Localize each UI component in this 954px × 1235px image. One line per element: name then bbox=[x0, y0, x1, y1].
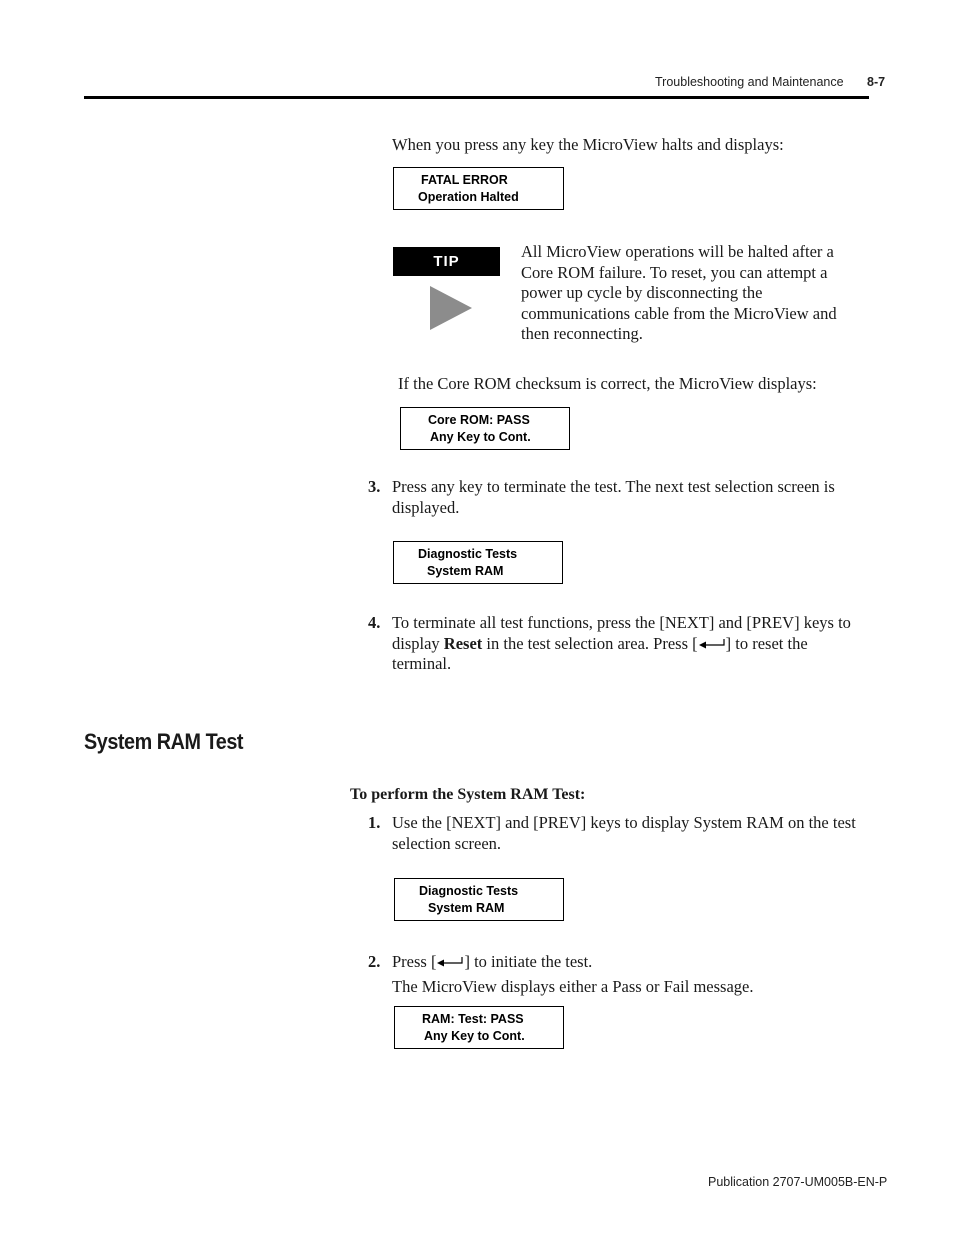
step-number: 4. bbox=[368, 613, 381, 632]
lcd-diagnostic-tests bbox=[393, 541, 563, 584]
header-section-title: Troubleshooting and Maintenance bbox=[655, 75, 844, 89]
step-2-text-b: ] to initiate the test. bbox=[464, 952, 593, 971]
lcd-line-1: RAM: Test: PASS bbox=[422, 1012, 524, 1026]
step-number: 3. bbox=[368, 477, 381, 496]
tip-arrow-icon bbox=[428, 286, 474, 330]
lcd-line-1: Diagnostic Tests bbox=[418, 547, 518, 561]
step-4-text-b: in the test selection area. Press [ bbox=[482, 633, 698, 653]
step-1-text: Use the [NEXT] and [PREV] keys to display System RAM on the test selection screen. bbox=[392, 813, 856, 853]
header-rule bbox=[84, 96, 869, 99]
procedure-subhead: To perform the System RAM Test: bbox=[350, 786, 586, 803]
lcd-line-2: System RAM bbox=[427, 564, 504, 578]
running-header bbox=[655, 75, 885, 89]
lcd-line-2: Any Key to Cont. bbox=[424, 1029, 525, 1043]
lcd-fatal-error bbox=[393, 167, 564, 210]
lcd-line-2: System RAM bbox=[428, 901, 505, 915]
tip-text: All MicroView operations will be halted after a Core ROM failure. To reset, you can attempt a power up cycle by disconnecting the communications cable from the MicroView and then reconnecting. bbox=[521, 242, 837, 343]
lcd-line-1: Core ROM: PASS bbox=[428, 413, 530, 427]
step-4-text bbox=[392, 613, 869, 675]
lcd-ram-test bbox=[394, 1006, 564, 1049]
step-number: 2. bbox=[368, 952, 381, 971]
step-2-text-a: Press [ bbox=[392, 952, 437, 971]
section-title: System RAM Test bbox=[84, 729, 244, 754]
lcd-line-1: FATAL ERROR bbox=[421, 173, 508, 187]
lcd-line-2: Operation Halted bbox=[418, 190, 519, 204]
enter-key-icon bbox=[698, 638, 726, 650]
page-number: 8-7 bbox=[867, 75, 886, 89]
lcd-line-2: Any Key to Cont. bbox=[430, 430, 531, 444]
publication-footer: Publication 2707-UM005B-EN-P bbox=[708, 1175, 888, 1189]
step-number: 1. bbox=[368, 813, 381, 832]
reset-keyword: Reset bbox=[443, 633, 483, 653]
step-4-text-a: To terminate all test functions, press the [NEXT] and [PREV] keys to display bbox=[392, 613, 851, 653]
step-2-result: The MicroView displays either a Pass or Fail message. bbox=[392, 977, 754, 996]
lcd-line-1: Diagnostic Tests bbox=[419, 884, 519, 898]
lcd-core-rom bbox=[400, 407, 570, 450]
step-4-text-c: ] to reset the terminal. bbox=[392, 633, 808, 673]
checksum-text: If the Core ROM checksum is correct, the MicroView displays: bbox=[398, 374, 817, 393]
tip-label: TIP bbox=[393, 247, 500, 276]
lcd-diagnostic-tests bbox=[394, 878, 564, 921]
step-3-text: Press any key to terminate the test. The next test selection screen is displayed. bbox=[392, 477, 835, 517]
step-2-text bbox=[392, 952, 592, 973]
enter-key-icon bbox=[436, 956, 464, 968]
intro-text: When you press any key the MicroView halts and displays: bbox=[392, 135, 784, 154]
